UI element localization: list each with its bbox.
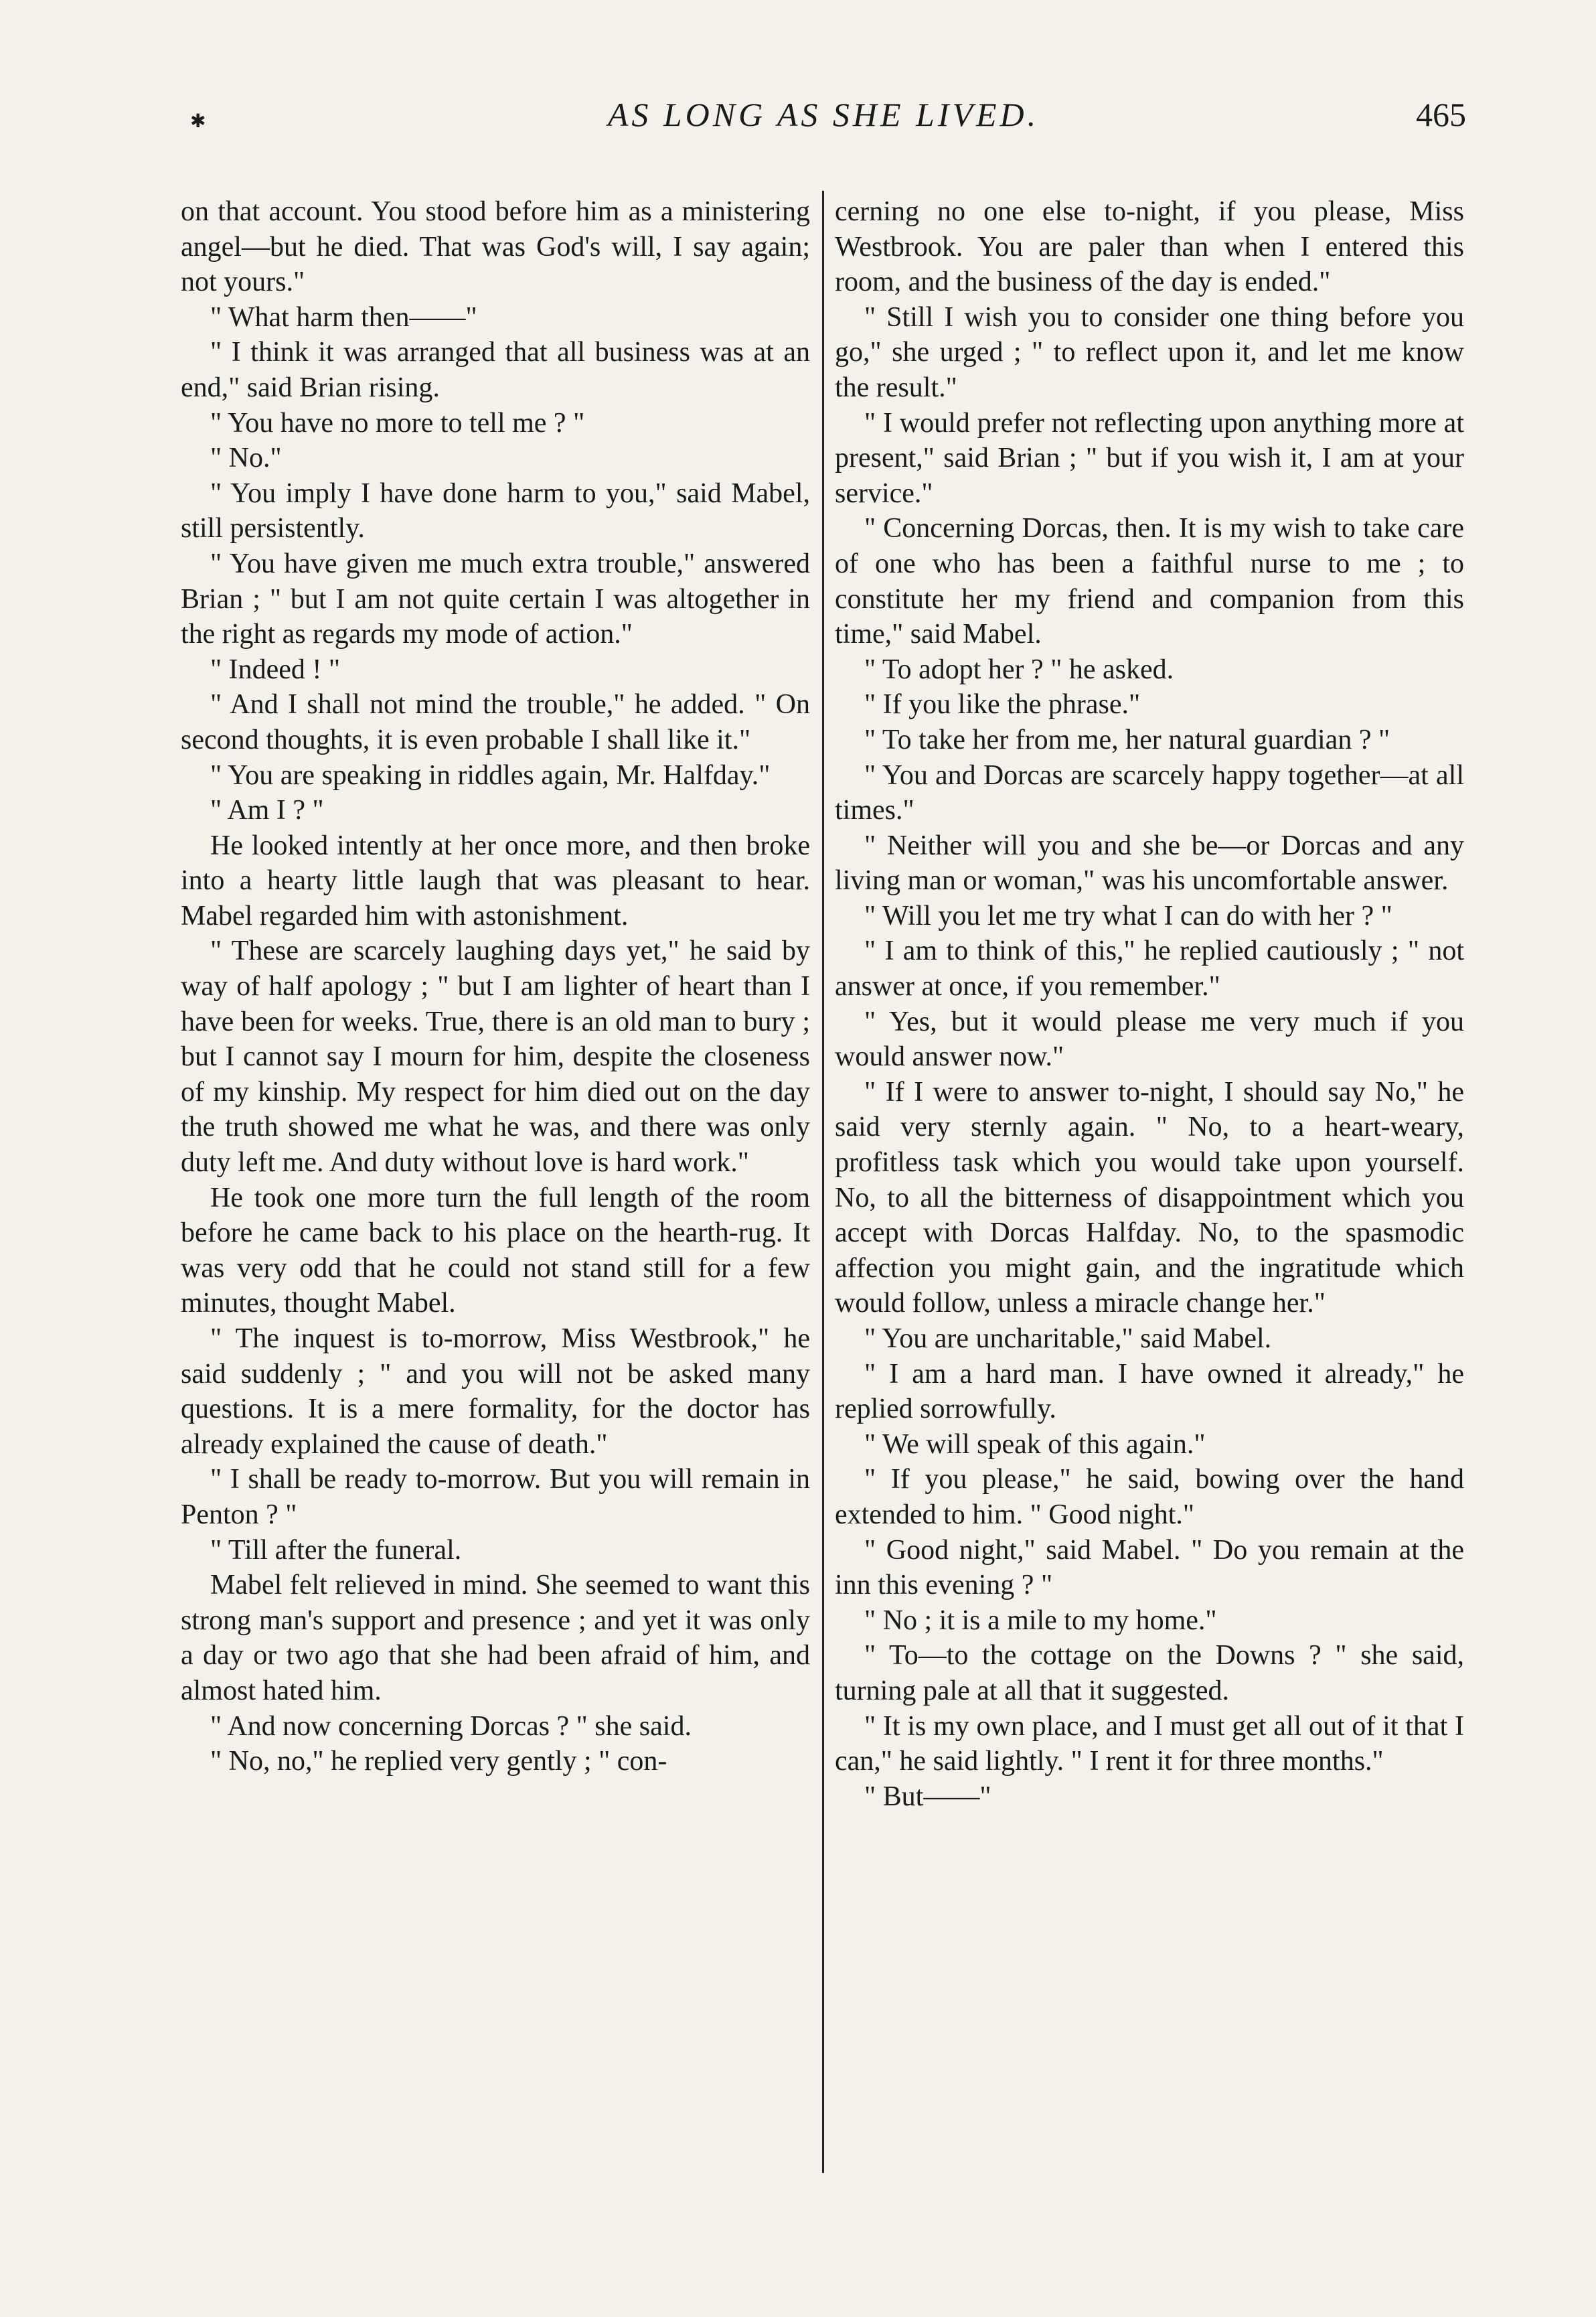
paragraph: " Still I wish you to consider one thing before you go," she urged ; " to reflect upon it, and let me know the result." <box>835 301 1464 403</box>
paragraph: " These are scarcely laughing days yet," he said by way of half apology ; " but I am lighter of heart than I have been for weeks. True, there is an old man to bury ; but I cannot say I mourn for him, despite the closeness of my kinship. My respect for him died out on the day the truth showed me what he was, and there was only duty left me. And duty without love is hard work." <box>181 936 810 1179</box>
paragraph: Mabel felt relieved in mind. She seemed to want this strong man's support and presence ; and yet it was only a day or two ago that she had been afraid of him, and almost hated him. <box>181 1570 810 1706</box>
paragraph: " Concerning Dorcas, then. It is my wish to take care of one who has been a faithful nurse to me ; to constitute her my friend and companion from this time," said Mabel. <box>835 513 1464 650</box>
column-divider <box>822 191 824 2173</box>
paragraph: " You are uncharitable," said Mabel. <box>864 1323 1272 1354</box>
paragraph: " It is my own place, and I must get all out of it that I can," he said lightly. " I rent it for three months." <box>835 1710 1464 1777</box>
paragraph: " You are speaking in riddles again, Mr. Halfday." <box>210 759 771 791</box>
paragraph: He looked intently at her once more, and then broke into a hearty little laugh that was pleasant to hear. Mabel regarded him with astonishment. <box>181 830 810 931</box>
paragraph: " I think it was arranged that all business was at an end," said Brian rising. <box>181 337 810 403</box>
paragraph: " I would prefer not reflecting upon anything more at present," said Brian ; " but if you wish it, I am at your service." <box>835 407 1464 509</box>
paragraph: " And now concerning Dorcas ? " she said. <box>210 1710 692 1742</box>
paragraph: " Am I ? " <box>210 795 324 826</box>
paragraph: " If you like the phrase." <box>864 689 1141 721</box>
paragraph: " We will speak of this again." <box>864 1428 1206 1460</box>
paragraph: " You have no more to tell me ? " <box>210 407 585 439</box>
paragraph: " You have given me much extra trouble," answered Brian ; " but I am not quite certain I was altogether in the right as regards my mode of action." <box>181 548 810 650</box>
paragraph: " No ; it is a mile to my home." <box>864 1604 1217 1636</box>
paragraph: " Yes, but it would please me very much if you would answer now." <box>835 1006 1464 1073</box>
paragraph: on that account. You stood before him as a ministering angel—but he died. That was God's will, I say again; not yours." <box>181 196 810 298</box>
paragraph: He took one more turn the full length of the room before he came back to his place on the hearth-rug. It was very odd that he could not stand still for a few minutes, thought Mabel. <box>181 1182 810 1319</box>
paragraph: " If you please," he said, bowing over the hand extended to him. " Good night." <box>835 1464 1464 1530</box>
paragraph: " Good night," said Mabel. " Do you remain at the inn this evening ? " <box>835 1534 1464 1601</box>
paragraph: " To—to the cottage on the Downs ? " she said, turning pale at all that it suggested. <box>835 1640 1464 1706</box>
paragraph: " If I were to answer to-night, I should say No," he said very sternly again. " No, to a heart-weary, profitless task which you would take upon yourself. No, to all the bitterness of disappointment which you accept with Dorcas Halfday. No, to the spasmodic affection you might gain, and the ingratitude which would follow, unless a miracle change her." <box>835 1076 1464 1319</box>
paragraph: " You and Dorcas are scarcely happy together—at all times." <box>835 759 1464 826</box>
paragraph: " Will you let me try what I can do with her ? " <box>864 900 1392 931</box>
paragraph: " What harm then——" <box>210 301 477 333</box>
paragraph: " To adopt her ? " he asked. <box>864 654 1174 685</box>
paragraph: " I am a hard man. I have owned it already," he replied sorrowfully. <box>835 1358 1464 1425</box>
paragraph: " No." <box>210 443 282 474</box>
paragraph: " I shall be ready to-morrow. But you will remain in Penton ? " <box>181 1464 810 1530</box>
right-column <box>835 194 1464 2176</box>
running-header <box>181 87 1466 147</box>
left-column <box>181 194 810 2176</box>
paragraph: " Till after the funeral. <box>210 1534 462 1566</box>
paragraph: " Neither will you and she be—or Dorcas and any living man or woman," was his uncomfortable answer. <box>835 830 1464 897</box>
header-ornament: ✱ <box>190 111 206 132</box>
running-title: AS LONG AS SHE LIVED. <box>607 96 1040 133</box>
paragraph: " But——" <box>864 1781 991 1812</box>
paragraph: " I am to think of this," he replied cautiously ; " not answer at once, if you remember." <box>835 936 1464 1002</box>
page-number: 465 <box>1416 96 1466 133</box>
paragraph: " You imply I have done harm to you," said Mabel, still persistently. <box>181 477 810 544</box>
paragraph: " And I shall not mind the trouble," he added. " On second thoughts, it is even probable I shall like it." <box>181 689 810 755</box>
paragraph: " The inquest is to-morrow, Miss Westbrook," he said suddenly ; " and you will not be asked many questions. It is a mere formality, for the doctor has already explained the cause of death." <box>181 1323 810 1460</box>
paragraph: " No, no," he replied very gently ; " con- <box>210 1746 667 1777</box>
paragraph: " Indeed ! " <box>210 654 341 685</box>
paragraph: " To take her from me, her natural guardian ? " <box>864 724 1390 755</box>
paragraph: cerning no one else to-night, if you please, Miss Westbrook. You are paler than when I entered this room, and the business of the day is ended." <box>835 196 1464 298</box>
